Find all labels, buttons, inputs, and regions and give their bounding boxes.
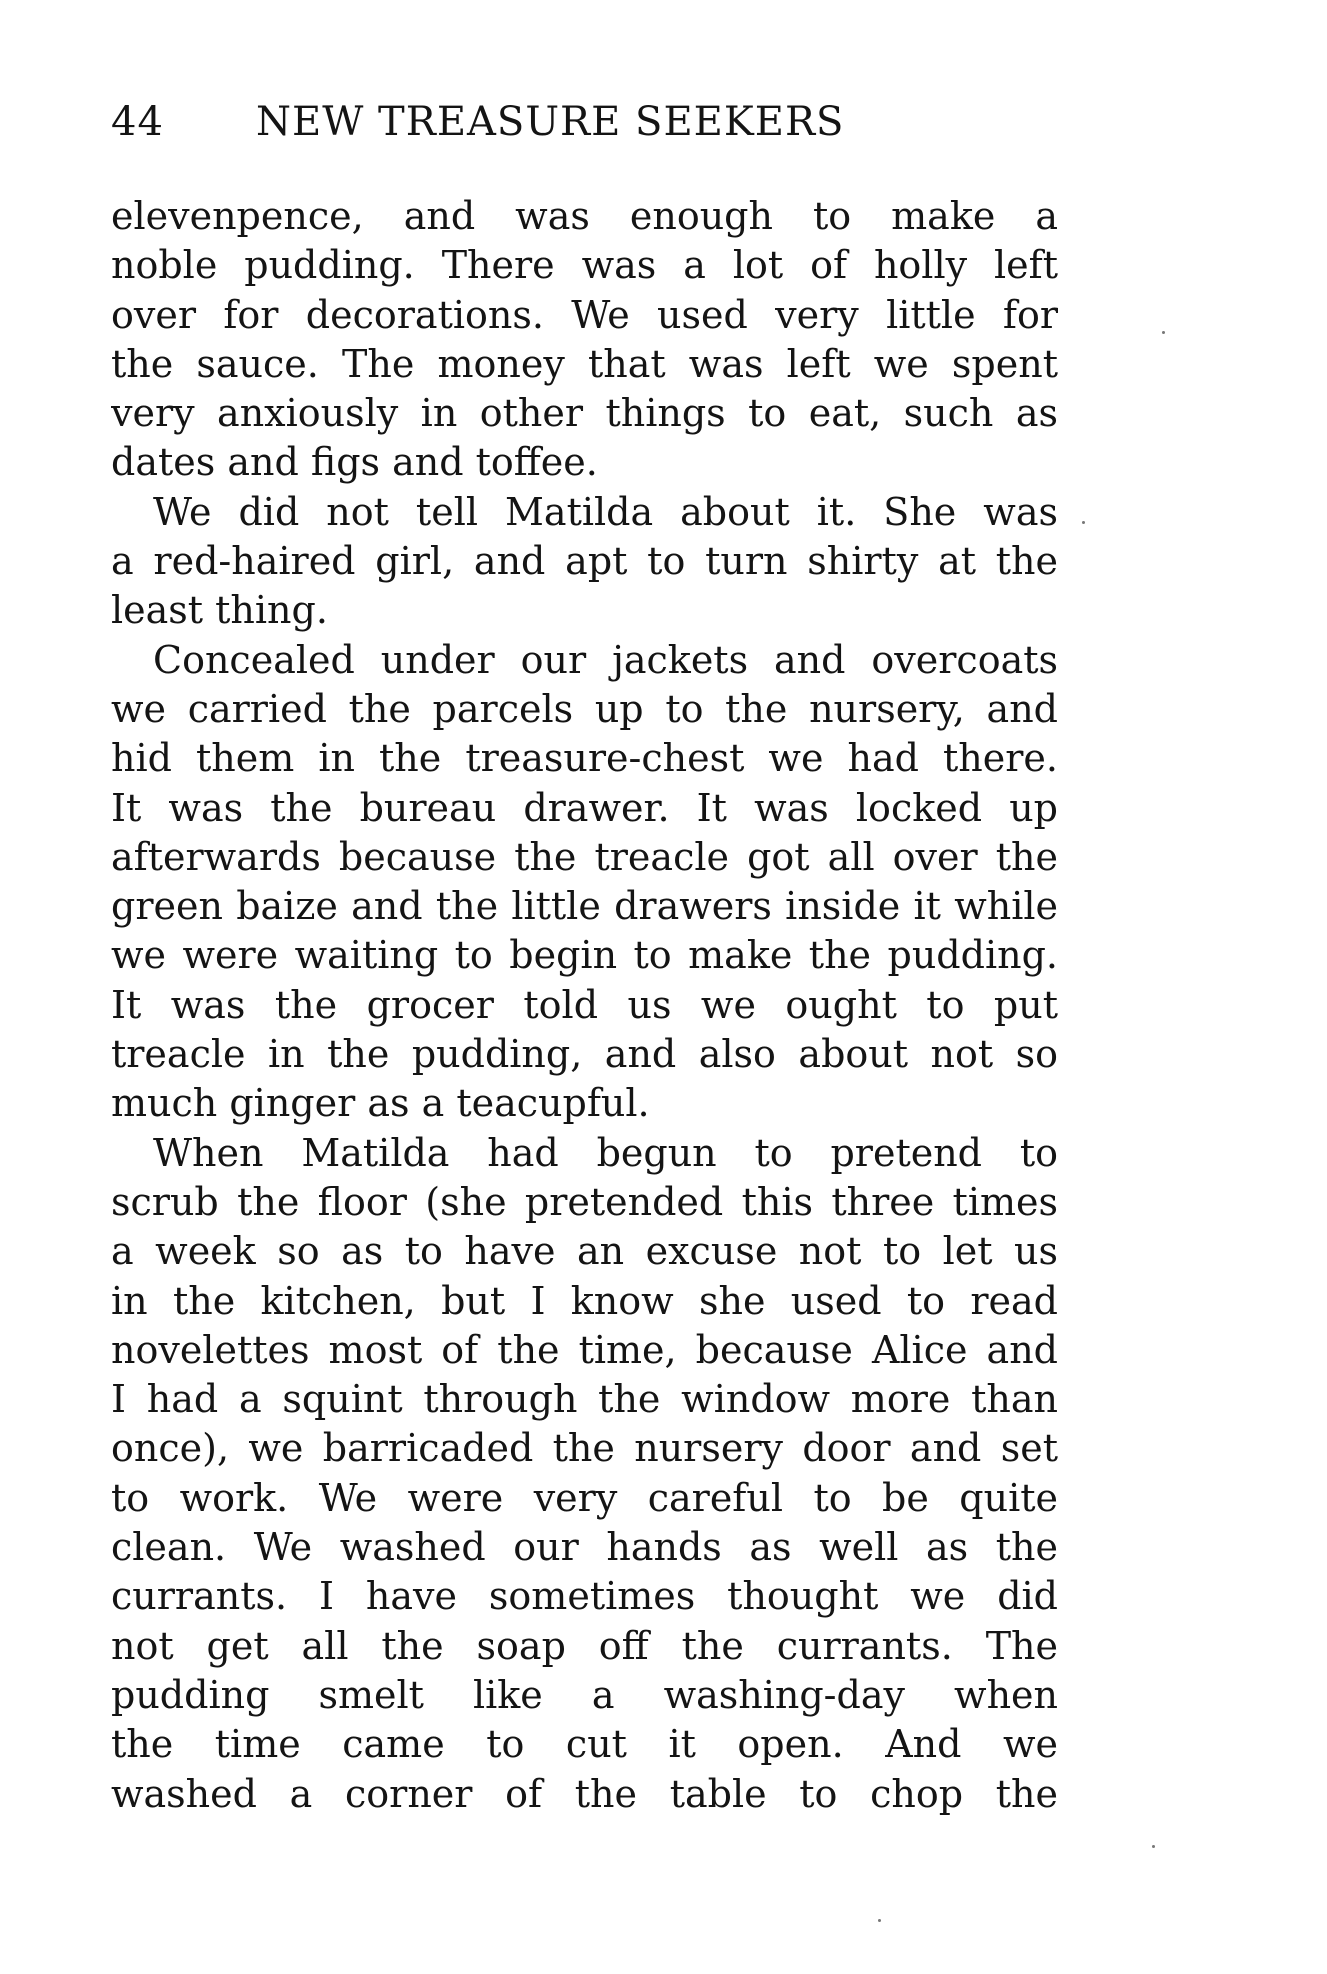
- text-line: a red-haired girl, and apt to turn shirty at the: [111, 539, 1058, 584]
- text-line: washed a corner of the table to chop the: [111, 1771, 1058, 1816]
- text-line: It was the grocer told us we ought to put: [111, 982, 1058, 1027]
- text-line: very anxiously in other things to eat, such as: [111, 391, 1058, 436]
- text-line: over for decorations. We used very little for: [111, 292, 1058, 337]
- text-line: When Matilda had begun to pretend to: [153, 1130, 1058, 1175]
- text-line: currants. I have sometimes thought we did: [111, 1574, 1058, 1619]
- text-line: pudding smelt like a washing-day when: [111, 1672, 1058, 1717]
- scan-speck: [1082, 521, 1085, 524]
- text-line: to work. We were very careful to be quite: [111, 1475, 1058, 1520]
- text-line: much ginger as a teacupful.: [111, 1081, 650, 1126]
- text-line: we carried the parcels up to the nursery, and: [111, 686, 1058, 731]
- text-line: Concealed under our jackets and overcoats: [153, 637, 1058, 682]
- page-number: 44: [111, 99, 164, 145]
- text-line: dates and figs and toffee.: [111, 440, 598, 485]
- running-title: NEW TREASURE SEEKERS: [256, 99, 845, 145]
- text-line: least thing.: [111, 588, 328, 633]
- text-line: noble pudding. There was a lot of holly left: [111, 243, 1058, 288]
- text-line: green baize and the little drawers inside it while: [111, 884, 1058, 929]
- text-line: we were waiting to begin to make the pudding.: [111, 933, 1058, 978]
- text-line: I had a squint through the window more than: [111, 1377, 1058, 1422]
- text-line: treacle in the pudding, and also about not so: [111, 1032, 1058, 1077]
- text-line: We did not tell Matilda about it. She was: [153, 489, 1058, 534]
- scan-speck: [1162, 331, 1165, 334]
- text-line: not get all the soap off the currants. The: [111, 1623, 1058, 1668]
- text-line: in the kitchen, but I know she used to read: [111, 1278, 1058, 1323]
- scan-speck: [1152, 1845, 1155, 1848]
- text-line: It was the bureau drawer. It was locked up: [111, 785, 1058, 830]
- text-line: clean. We washed our hands as well as the: [111, 1525, 1058, 1570]
- body-text: [111, 192, 1058, 1819]
- text-line: hid them in the treasure-chest we had there.: [111, 736, 1058, 781]
- text-line: the time came to cut it open. And we: [111, 1722, 1058, 1767]
- text-line: scrub the floor (she pretended this three times: [111, 1179, 1058, 1224]
- text-line: afterwards because the treacle got all over the: [111, 834, 1058, 879]
- scan-speck: [878, 1919, 881, 1922]
- text-line: novelettes most of the time, because Alice and: [111, 1327, 1058, 1372]
- page-header: [111, 96, 1061, 148]
- text-line: a week so as to have an excuse not to let us: [111, 1229, 1058, 1274]
- text-line: elevenpence, and was enough to make a: [111, 194, 1058, 238]
- text-line: once), we barricaded the nursery door and set: [111, 1426, 1058, 1471]
- text-line: the sauce. The money that was left we spent: [111, 341, 1058, 386]
